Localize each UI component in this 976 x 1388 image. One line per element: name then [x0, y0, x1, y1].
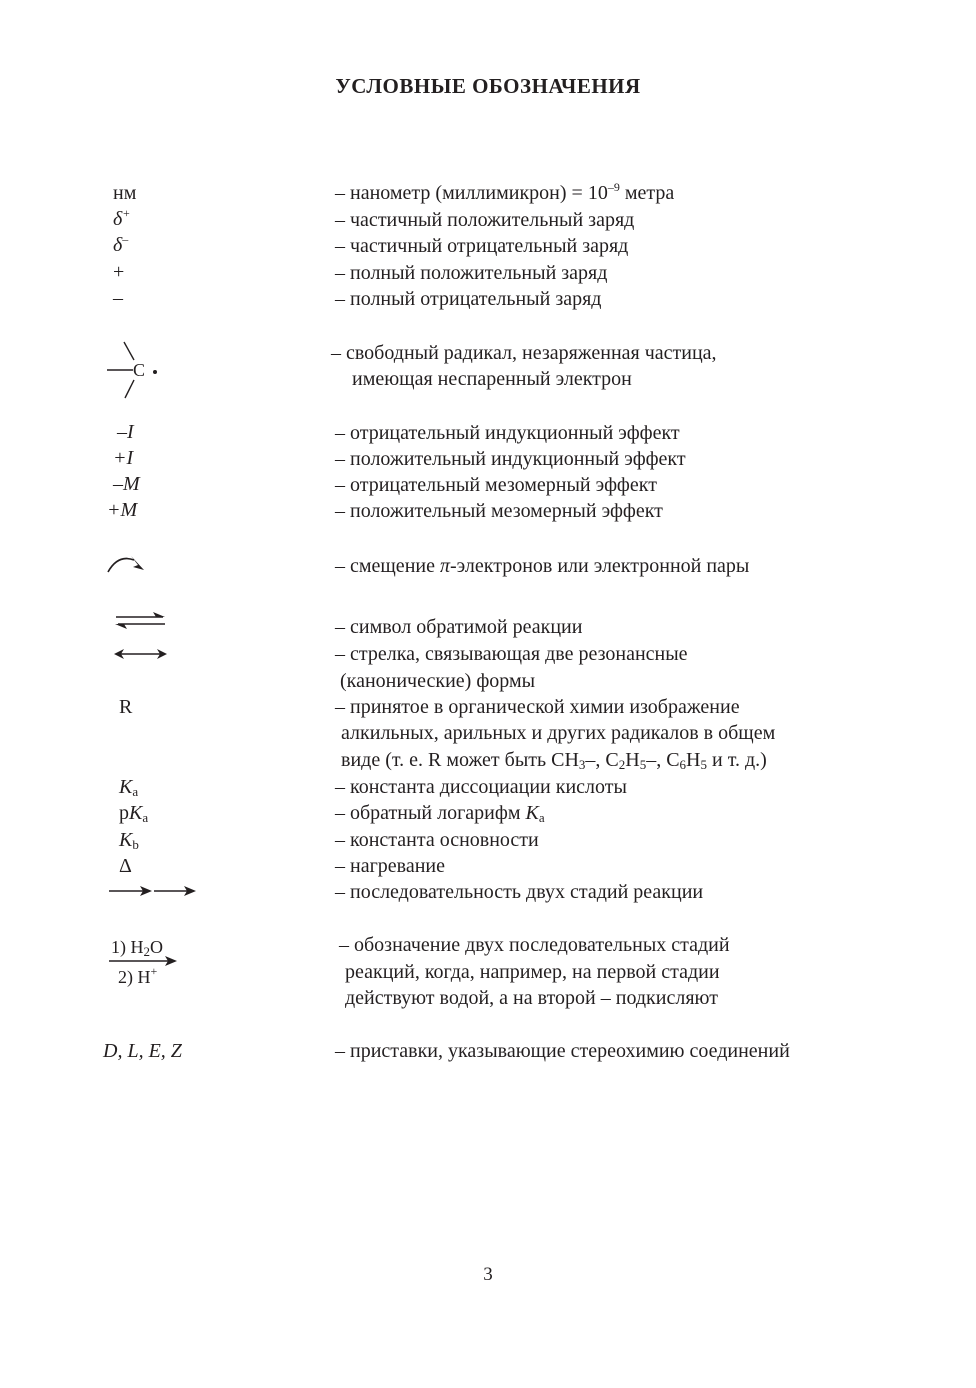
page-number: 3	[483, 1264, 493, 1285]
symbol-pka: $pK_a$	[119, 802, 149, 825]
symbol-plus: +	[113, 261, 125, 283]
desc-radical-line2: имеющая неспаренный электрон	[352, 368, 632, 390]
desc-reagents-line3: действуют водой, а на второй – подкисляют	[345, 987, 718, 1009]
double-headed-arrow-icon	[113, 646, 169, 662]
symbol-minus: –	[113, 287, 123, 309]
two-arrows-icon	[108, 884, 198, 898]
desc-equilibrium: – символ обратимой реакции	[335, 616, 583, 638]
desc-plus: – полный положительный заряд	[335, 262, 608, 284]
desc-r-line3: виде (т. е. R может быть $CH_3-$, $C_2H_5-$, $C_6H_5$ и т. д.)	[341, 749, 767, 772]
desc-reagents-line2: реакций, когда, например, на первой стадии	[345, 961, 720, 983]
desc-ka: – константа диссоциации кислоты	[335, 776, 627, 798]
equilibrium-arrows-icon	[113, 610, 169, 632]
reagent-step-1: 1) $H_2O$	[111, 937, 163, 959]
desc-kb: – константа основности	[335, 829, 539, 851]
desc-curved-arrow: – смещение π-электронов или электронной пары	[335, 555, 750, 577]
desc-two-stages: – последовательность двух стадий реакции	[335, 881, 704, 903]
symbol-nm: нм	[113, 182, 137, 204]
desc-minus-m: – отрицательный мезомерный эффект	[335, 474, 657, 496]
symbol-plus-m: +M	[107, 499, 138, 521]
desc-nm: – нанометр (миллимикрон) = $10^{-9}$ метра	[335, 180, 675, 204]
reagent-step-2: 2) H+	[118, 964, 158, 987]
symbol-delta-heat: Δ	[119, 855, 132, 877]
desc-plus-i: – положительный индукционный эффект	[335, 448, 686, 470]
desc-reagents-line1: – обозначение двух последовательных стадий	[339, 934, 730, 956]
symbol-kb: $K_b$	[119, 829, 139, 852]
symbol-r: R	[119, 696, 133, 718]
symbol-delta-plus: δ+	[113, 206, 131, 230]
desc-radical-line1: – свободный радикал, незаряженная частица,	[331, 342, 717, 364]
symbol-minus-i: –I	[117, 421, 134, 443]
desc-resonance-line1: – стрелка, связывающая две резонансные	[335, 643, 688, 665]
desc-r-line2: алкильных, арильных и других радикалов в общем	[341, 722, 776, 744]
symbol-stereo-prefixes: D, L, E, Z	[103, 1040, 182, 1062]
desc-delta-heat: – нагревание	[335, 855, 445, 877]
symbol-ka: $K_a$	[119, 776, 139, 799]
symbol-minus-m: –M	[113, 473, 140, 495]
desc-minus: – полный отрицательный заряд	[335, 288, 602, 310]
desc-pka: – обратный логарифм $K_a$	[335, 802, 545, 825]
curved-arrow-icon	[104, 552, 148, 576]
symbol-plus-i: +I	[113, 447, 134, 469]
desc-delta-minus: – частичный отрицательный заряд	[335, 235, 629, 257]
radical-carbon-label: C	[133, 360, 146, 380]
desc-stereo-prefixes: – приставки, указывающие стереохимию соединений	[335, 1040, 790, 1062]
desc-minus-i: – отрицательный индукционный эффект	[335, 422, 680, 444]
desc-resonance-line2: (канонические) формы	[340, 670, 536, 692]
desc-plus-m: – положительный мезомерный эффект	[335, 500, 663, 522]
symbol-delta-minus: δ–	[113, 232, 129, 256]
desc-delta-plus: – частичный положительный заряд	[335, 209, 635, 231]
page-title: УСЛОВНЫЕ ОБОЗНАЧЕНИЯ	[335, 74, 641, 98]
desc-r-line1: – принятое в органической химии изображение	[335, 696, 740, 718]
